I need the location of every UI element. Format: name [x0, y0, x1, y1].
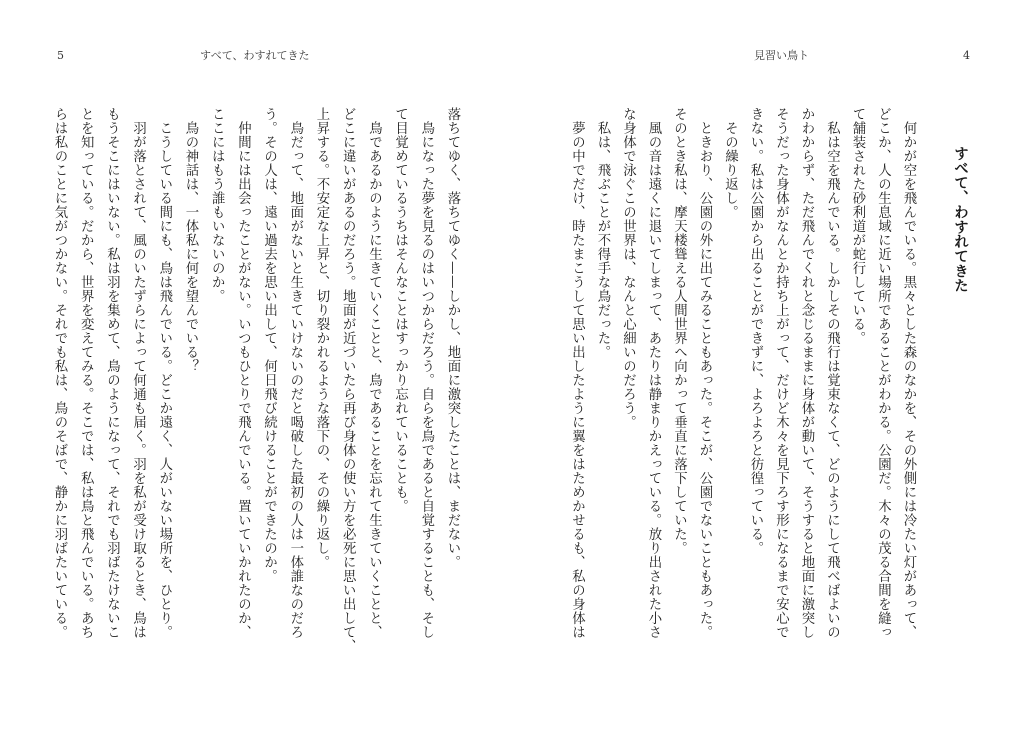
text-column: 落ちてゆく、落ちてゆく——しかし、地面に激突したことは、まだない。 — [445, 107, 460, 569]
text-column: 鳥になった夢を見るのはいつからだろう。自らを鳥であると自覚することも、そし — [418, 107, 434, 639]
text-column: な身体で泳ぐこの世界は、なんと心細いのだろう。 — [620, 107, 636, 429]
text-column: 私は、飛ぶことが不得手な鳥だった。 — [595, 107, 610, 359]
right-running-title: 見習い鳥ト — [754, 49, 809, 62]
text-column: 仲間には出会ったことがない。いつもひとりで飛んでいる。置いていかれたのか、 — [235, 107, 251, 639]
left-page-number: 5 — [57, 49, 64, 62]
text-column: とを知っている。だから、世界を変えてみる。そこでは、私は鳥と飛んでいる。あち — [78, 107, 94, 639]
text-column: かわからず、ただ飛んでくれと念じるままに身体が動いて、そうすると地面に激突し — [799, 107, 814, 639]
text-column: そうだった身体がなんとか持ち上がって、だけど木々を見下ろす形になるまで安心で — [773, 107, 789, 639]
text-column: 鳥の神話は、一体私に何を望んでいる？ — [183, 107, 198, 373]
text-column: 羽が落とされて、風のいたずらによって何通も届く。羽を私が受け取るとき、鳥は — [130, 107, 146, 639]
text-column: う。その人は、遠い過去を思い出して、何日飛び続けることができたのか。 — [261, 107, 277, 583]
text-column: 上昇する。不安定な上昇と、切り裂かれるような落下の、その繰り返し。 — [314, 107, 329, 569]
text-column: ときおり、公園の外に出てみることもあった。そこが、公園でないこともあった。 — [697, 107, 712, 639]
text-column: 何かが空を飛んでいる。黒々とした森のなかを、その外側には冷たい灯があって、 — [901, 107, 916, 639]
text-column: どこか、人の生息域に近い場所であることがわかる。公園だ。木々の茂る合間を縫っ — [875, 107, 891, 639]
right-page-number: 4 — [963, 49, 970, 62]
text-column: こうしている間にも、鳥は飛んでいる。どこか遠く、人がいない場所を、ひとり。 — [156, 107, 172, 639]
text-column: ここにはもう誰もいないのか。 — [209, 107, 225, 303]
text-column: 鳥であるかのように生きていくことと、鳥であることを忘れて生きていくことと、 — [366, 107, 382, 639]
text-column: 夢の中でだけ、時たまこうして思い出したように翼をはためかせるも、私の身体は — [569, 107, 585, 639]
text-column: らは私のことに気がつかない。それでも私は、鳥のそばで、静かに羽ばたいている。 — [52, 107, 67, 639]
text-column: 鳥だって、地面がないと生きていけないのだと喝破した最初の人は一体誰なのだろ — [287, 107, 303, 639]
chapter-title: すべて、わすれてきた — [952, 146, 969, 293]
text-column: きない。私は公園から出ることができずに、よろよろと彷徨っている。 — [748, 107, 763, 555]
text-column: 私は空を飛んでいる。しかしその飛行は覚束なくて、どのようにして飛べばよいの — [824, 107, 840, 639]
text-column: 風の音は遠くに退いてしまって、あたりは静まりかえっている。放り出された小さ — [646, 107, 661, 639]
text-column: その繰り返し。 — [722, 107, 738, 219]
left-running-title: すべて、わすれてきた — [200, 49, 310, 62]
text-column: そのとき私は、摩天楼聳える人間世界へ向かって垂直に落下していた。 — [671, 107, 687, 555]
text-column: て舗装された砂利道が蛇行している。 — [850, 107, 865, 345]
text-column: もうそこにはいない。私は羽を集めて、鳥のようになって、それでも羽ばたけないこ — [104, 107, 120, 639]
text-column: て目覚めているうちはそんなことはすっかり忘れていることも。 — [392, 107, 408, 513]
text-column: どこに違いがあるのだろう。地面が近づいたら再び身体の使い方を必死に思い出して、 — [340, 107, 356, 653]
